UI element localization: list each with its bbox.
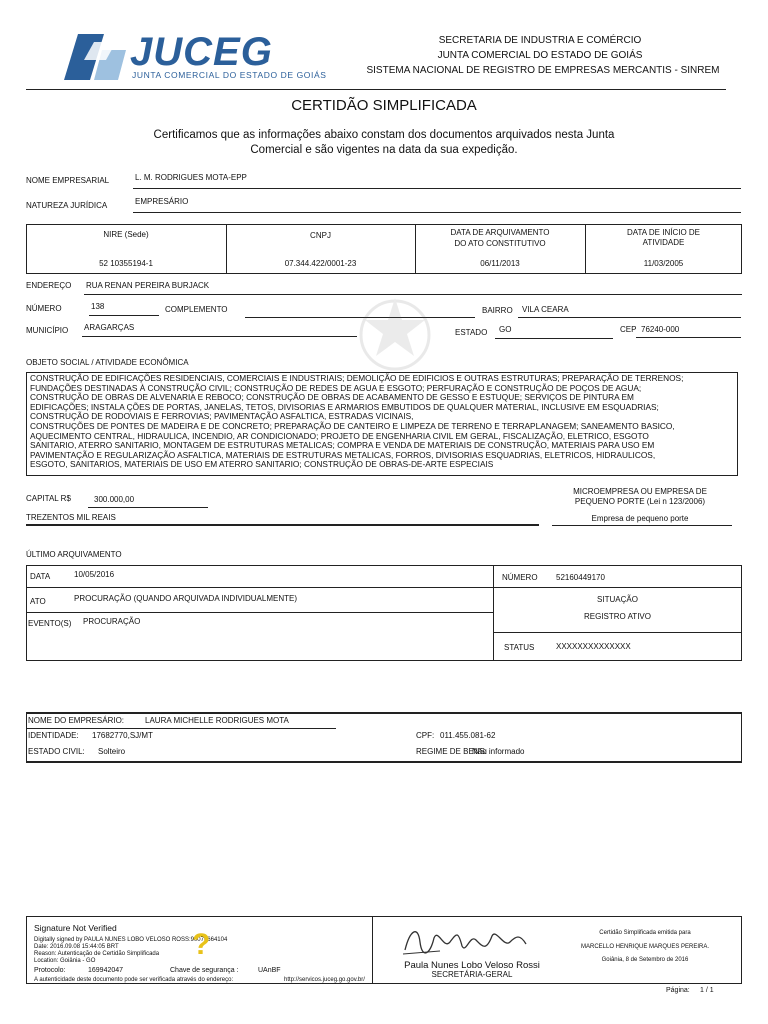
estado-label: ESTADO bbox=[455, 328, 488, 337]
pagina-value: 1 / 1 bbox=[700, 987, 714, 994]
status-label: STATUS bbox=[504, 643, 535, 652]
objeto-line: EDIFICAÇÕES; INSTALA ÇÕES DE PORTAS, JANELAS, TETOS, DIVISORIAS E ARMARIOS EMBUTIDOS DE QUALQUER MATERIAL, INCLUSIVE EM ESQUADRIAS; bbox=[30, 401, 659, 412]
sig-line-4: Location: Goiânia - GO bbox=[34, 958, 96, 964]
nire-value: 52 10355194-1 bbox=[99, 259, 153, 268]
data-label: DATA bbox=[30, 572, 51, 581]
natureza-label: NATUREZA JURÍDICA bbox=[26, 201, 108, 210]
question-mark-icon: ? bbox=[192, 928, 211, 961]
intro-line-2: Comercial e são vigentes na data da sua expedição. bbox=[250, 144, 518, 156]
emblem-watermark-icon bbox=[340, 290, 450, 380]
logo-subtitle: JUNTA COMERCIAL DO ESTADO DE GOIÁS bbox=[132, 70, 327, 80]
numero-line bbox=[89, 315, 159, 316]
capital-label: CAPITAL R$ bbox=[26, 494, 71, 503]
municipio-value: ARAGARÇAS bbox=[84, 323, 135, 332]
empresario-nome-value: LAURA MICHELLE RODRIGUES MOTA bbox=[145, 716, 289, 725]
endereco-value: RUA RENAN PEREIRA BURJACK bbox=[86, 281, 210, 290]
natureza-line bbox=[133, 212, 741, 213]
emitida-line-3: Goiânia, 8 de Setembro de 2016 bbox=[601, 957, 689, 963]
regime-value: Não informado bbox=[472, 747, 525, 756]
natureza-value: EMPRESÁRIO bbox=[135, 197, 189, 206]
status-value: XXXXXXXXXXXXXX bbox=[556, 642, 631, 651]
sig-line-3: Reason: Autenticação de Certidão Simplificada bbox=[34, 951, 160, 957]
numero-arq-value: 52160449170 bbox=[556, 573, 605, 582]
nire-label: NIRE (Sede) bbox=[103, 230, 149, 239]
municipio-label: MUNICÍPIO bbox=[26, 326, 69, 335]
cnpj-label: CNPJ bbox=[310, 231, 331, 240]
numero-value: 138 bbox=[91, 302, 105, 311]
protocolo-value: 169942047 bbox=[88, 967, 124, 974]
regime-label: REGIME DE BENS: bbox=[416, 747, 488, 756]
inicio-value: 11/03/2005 bbox=[643, 259, 684, 268]
logo-text: JUCEG bbox=[130, 30, 273, 74]
verification-link[interactable]: http://servicos.juceg.go.gov.br/ bbox=[284, 977, 365, 983]
nome-empresarial-label: NOME EMPRESARIAL bbox=[26, 176, 110, 185]
arquivamento-value: 06/11/2013 bbox=[480, 259, 520, 268]
cep-value: 76240-000 bbox=[641, 325, 680, 334]
header-line-1: SECRETARIA DE INDUSTRIA E COMÉRCIO bbox=[438, 35, 642, 46]
objeto-label: OBJETO SOCIAL / ATIVIDADE ECONÔMICA bbox=[26, 358, 189, 367]
porte-label-2: PEQUENO PORTE (Lei n 123/2006) bbox=[574, 497, 706, 506]
objeto-line: AQUECIMENTO CENTRAL, HIDRAULICA, INCENDIO, AR CONDICIONADO; PROJETO DE ENGENHARIA CIVIL EM GERAL, FISCALIZAÇÃO, ELETRICO, ESGOTO bbox=[30, 430, 649, 441]
porte-label-1: MICROEMPRESA OU EMPRESA DE bbox=[573, 487, 707, 496]
endereco-label: ENDEREÇO bbox=[26, 281, 72, 290]
header-line-2: JUNTA COMERCIAL DO ESTADO DE GOIÁS bbox=[437, 50, 643, 61]
estado-civil-label: ESTADO CIVIL: bbox=[28, 747, 85, 756]
bairro-value: VILA CEARA bbox=[522, 305, 569, 314]
objeto-line: ESGOTO, SANITARIOS, MATERIAIS DE USO EM ATERRO SANITARIO; CONSTRUÇÃO DE OBRAS-DE-ARTE ESPECIAIS bbox=[30, 459, 494, 470]
nome-line bbox=[133, 188, 741, 189]
arquivamento-label-2: DO ATO CONSTITUTIVO bbox=[454, 239, 546, 248]
objeto-line: PAVIMENTAÇÃO E REGULARIZAÇÃO ASFALTICA, MATERIAIS DE ESTRUTURAS METALICAS, FORROS, DIVISORIAS ESQUADRIAS, ELETRICOS, HIDRAULICOS, bbox=[30, 449, 656, 460]
identidade-label: IDENTIDADE: bbox=[28, 731, 79, 740]
evento-value: PROCURAÇÃO bbox=[83, 617, 141, 626]
objeto-line: CONSTRUÇÃO DE OBRAS DE ALVENARIA E REBOCO; CONSTRUÇÃO DE OBRAS DE ACABAMENTO DE GESSO E ESTUQUE; SERVIÇOS DE PINTURA EM bbox=[30, 392, 634, 403]
ultimo-label: ÚLTIMO ARQUIVAMENTO bbox=[26, 550, 122, 559]
capital-value: 300.000,00 bbox=[94, 495, 135, 504]
capital-line bbox=[88, 507, 208, 508]
ato-value: PROCURAÇÃO (QUANDO ARQUIVADA INDIVIDUALMENTE) bbox=[74, 594, 297, 603]
nome-empresarial-value: L. M. RODRIGUES MOTA-EPP bbox=[135, 173, 247, 182]
objeto-text bbox=[30, 374, 742, 470]
data-value: 10/05/2016 bbox=[74, 570, 115, 579]
signer-role: SECRETÁRIA-GERAL bbox=[431, 970, 513, 979]
chave-value: UAnBF bbox=[258, 967, 281, 974]
handwritten-signature-icon bbox=[400, 920, 530, 960]
pagina-label: Página: bbox=[666, 987, 690, 994]
protocolo-label: Protocolo: bbox=[34, 967, 66, 974]
empresario-nome-label: NOME DO EMPRESÁRIO: bbox=[28, 716, 125, 725]
header-divider bbox=[26, 89, 726, 90]
objeto-line: SANITARIO, ATERRO SANITARIO, MONTAGEM DE ESTRUTURAS METALICAS; COMPRA E VENDA DE MATERIAIS DE CONSTRUÇÃO, MATERIAIS PARA USO EM bbox=[30, 440, 655, 451]
evento-label: EVENTO(S) bbox=[28, 619, 72, 628]
objeto-line: CONSTRUÇÃO DE EDIFICAÇÕES RESIDENCIAIS, COMERCIAIS E INDUSTRIAIS; DEMOLIÇÃO DE EDIFICIOS E OUTRAS ESTRUTURAS; PREPARAÇÃO DE TERRENOS; bbox=[30, 373, 684, 383]
cnpj-value: 07.344.422/0001-23 bbox=[284, 259, 357, 268]
estado-civil-value: Solteiro bbox=[98, 747, 126, 756]
porte-line bbox=[552, 525, 732, 526]
estado-line bbox=[495, 338, 613, 339]
cpf-label: CPF: bbox=[416, 731, 435, 740]
inicio-label-1: DATA DE INÍCIO DE bbox=[626, 228, 701, 237]
numero-label: NÚMERO bbox=[26, 304, 62, 313]
identidade-value: 17682770,SJ/MT bbox=[92, 731, 153, 740]
chave-label: Chave de segurança : bbox=[170, 967, 239, 974]
municipio-line bbox=[82, 336, 357, 337]
cep-line bbox=[636, 337, 741, 338]
emitida-line-2: MARCELLO HENRIQUE MARQUES PEREIRA. bbox=[580, 944, 710, 950]
signer-name: Paula Nunes Lobo Veloso Rossi bbox=[404, 960, 540, 971]
inicio-label-2: ATIVIDADE bbox=[642, 238, 685, 247]
objeto-line: FUNDAÇÕES DESTINADAS À CONSTRUÇÃO CIVIL; CONSTRUÇÃO DE REDES DE AGUA E ESGOTO; PERFURAÇÃO E CONSTRUÇÃO DE POÇOS DE AGUA; bbox=[30, 382, 642, 393]
arquivamento-label-1: DATA DE ARQUIVAMENTO bbox=[450, 228, 550, 237]
juceg-logo bbox=[64, 30, 329, 82]
emitida-line-1: Certidão Simplificada emitida para bbox=[599, 930, 691, 936]
objeto-line: CONSTRUÇÃO DE RODOVIAIS E FERROVIAS; PAVIMENTAÇÃO ASFALTICA, ESTRADAS VICINAIS, bbox=[30, 411, 414, 422]
cep-label: CEP bbox=[620, 325, 637, 334]
porte-value: Empresa de pequeno porte bbox=[591, 514, 689, 523]
objeto-line: CONSTRUÇÕES DE PONTES DE MADEIRA E DE CONCRETO; PREPARAÇÃO DE CANTEIRO E LIMPEZA DE TERRENO E TERRAPLANAGEM; SANEAMENTO BASICO, bbox=[30, 420, 675, 431]
situacao-label: SITUAÇÃO bbox=[597, 595, 638, 604]
cpf-value: 011.455.081-62 bbox=[440, 731, 496, 740]
signature-status: Signature Not Verified bbox=[34, 923, 117, 933]
complemento-label: COMPLEMENTO bbox=[165, 305, 228, 314]
intro-line-1: Certificamos que as informações abaixo constam dos documentos arquivados nesta Junta bbox=[153, 129, 615, 141]
header-line-3: SISTEMA NACIONAL DE REGISTRO DE EMPRESAS MERCANTIS - SINREM bbox=[366, 65, 720, 76]
sig-line-1: Digitally signed by PAULA NUNES LOBO VELOSO ROSS:90076664104 bbox=[34, 937, 228, 943]
sig-line-2: Date: 2016.09.08 15:44:05 BRT bbox=[34, 944, 119, 950]
capital-extenso-line bbox=[26, 524, 539, 526]
capital-extenso: TREZENTOS MIL REAIS bbox=[26, 513, 116, 522]
numero-arq-label: NÚMERO bbox=[502, 573, 538, 582]
bairro-line bbox=[518, 317, 741, 318]
ato-label: ATO bbox=[30, 597, 46, 606]
estado-value: GO bbox=[499, 325, 512, 334]
autenticidade-text: A autenticidade deste documento pode ser verificada através do endereço: bbox=[34, 977, 234, 983]
page-title: CERTIDÃO SIMPLIFICADA bbox=[291, 97, 477, 114]
bairro-label: BAIRRO bbox=[482, 306, 513, 315]
situacao-value: REGISTRO ATIVO bbox=[584, 612, 651, 621]
